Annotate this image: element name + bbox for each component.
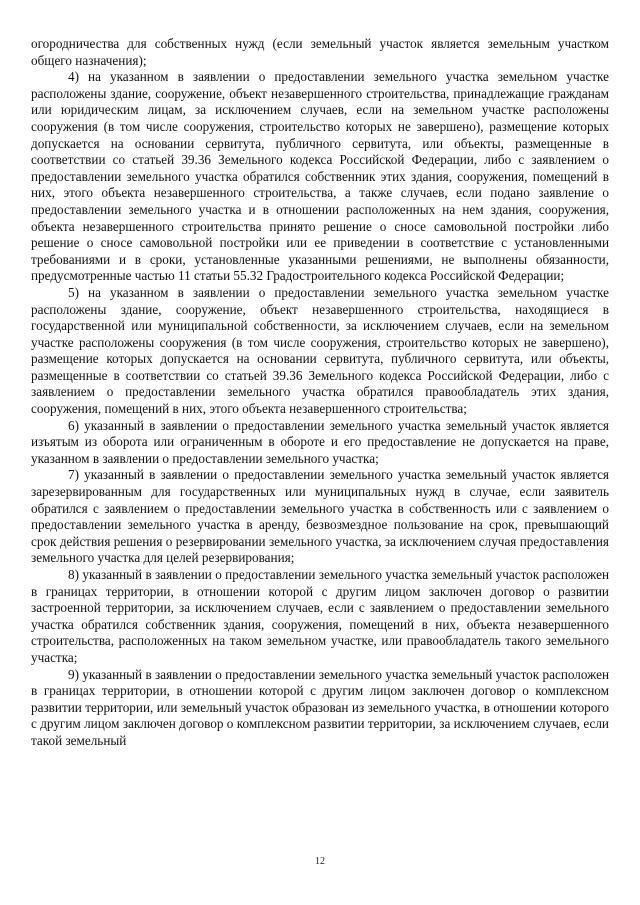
paragraph-continuation: огородничества для собственных нужд (если земельный участок является земельным участком общего назначения); bbox=[31, 36, 609, 68]
document-body bbox=[31, 36, 609, 750]
paragraph-item-5: 5) на указанном в заявлении о предоставлении земельного участка земельном участке расположены здание, сооружение, объект незавершенного строительства, находящиеся в государственной или муниципальной собственности, за исключением случаев, если на земельном участке расположены сооружения (в том числе сооружения, строительство которых не завершено), размещение которых допускается на основании сервитута, публичного сервитута, или объекты, размещенные в соответствии со статьей 39.36 Земельного кодекса Российской Федерации, либо с заявлением о предоставлении земельного участка обратился правообладатель этих здания, сооружения, помещений в них, этого объекта незавершенного строительства; bbox=[31, 284, 609, 417]
paragraph-item-6: 6) указанный в заявлении о предоставлении земельного участка земельный участок является изъятым из оборота или ограниченным в обороте и его предоставление не допускается на праве, указанном в заявлении о предоставлении земельного участка; bbox=[31, 417, 609, 466]
paragraph-item-7: 7) указанный в заявлении о предоставлении земельного участка земельный участок является зарезервированным для государственных или муниципальных нужд в случае, если заявитель обратился с заявлением о предоставлении земельного участка в собственность или с заявлением о предоставлении земельного участка в аренду, безвозмездное пользование на срок, превышающий срок действия решения о резервировании земельного участка, за исключением случая предоставления земельного участка для целей резервирования; bbox=[31, 467, 609, 566]
page-number: 12 bbox=[315, 856, 325, 867]
paragraph-item-8: 8) указанный в заявлении о предоставлении земельного участка земельный участок расположен в границах территории, в отношении которой с другим лицом заключен договор о развитии застроенной территории, за исключением случаев, если с заявлением о предоставлении земельного участка обратился собственник здания, сооружения, помещений в них, объекта незавершенного строительства, расположенных на таком земельном участке, или правообладатель такого земельного участка; bbox=[31, 567, 609, 665]
paragraph-item-4: 4) на указанном в заявлении о предоставлении земельного участка земельном участке расположены здание, сооружение, объект незавершенного строительства, принадлежащие гражданам или юридическим лицам, за исключением случаев, если на земельном участке расположены сооружения (в том числе сооружения, строительство которых не завершено), размещение которых допускается на основании сервитута, публичного сервитута, или объекты, размещенные в соответствии со статьей 39.36 Земельного кодекса Российской Федерации, либо с заявлением о предоставлении земельного участка обратился собственник этих здания, сооружения, помещений в них, этого объекта незавершенного строительства, а также случаев, если подано заявление о предоставлении земельного участка и в отношении расположенных на нем здания, сооружения, объекта незавершенного строительства принято решение о сносе самовольной постройки либо решение о сносе самовольной постройки или ее приведении в соответствие с установленными требованиями и в сроки, установленные указанными решениями, не выполнены обязанности, предусмотренные частью 11 статьи 55.32 Градостроительного кодекса Российской Федерации; bbox=[31, 69, 609, 284]
paragraph-item-9: 9) указанный в заявлении о предоставлении земельного участка земельный участок расположен в границах территории, в отношении которой с другим лицом заключен договор о комплексном развитии территории, или земельный участок образован из земельного участка, в отношении которого с другим лицом заключен договор о комплексном развитии территории, за исключением случаев, если такой земельный bbox=[31, 666, 609, 748]
